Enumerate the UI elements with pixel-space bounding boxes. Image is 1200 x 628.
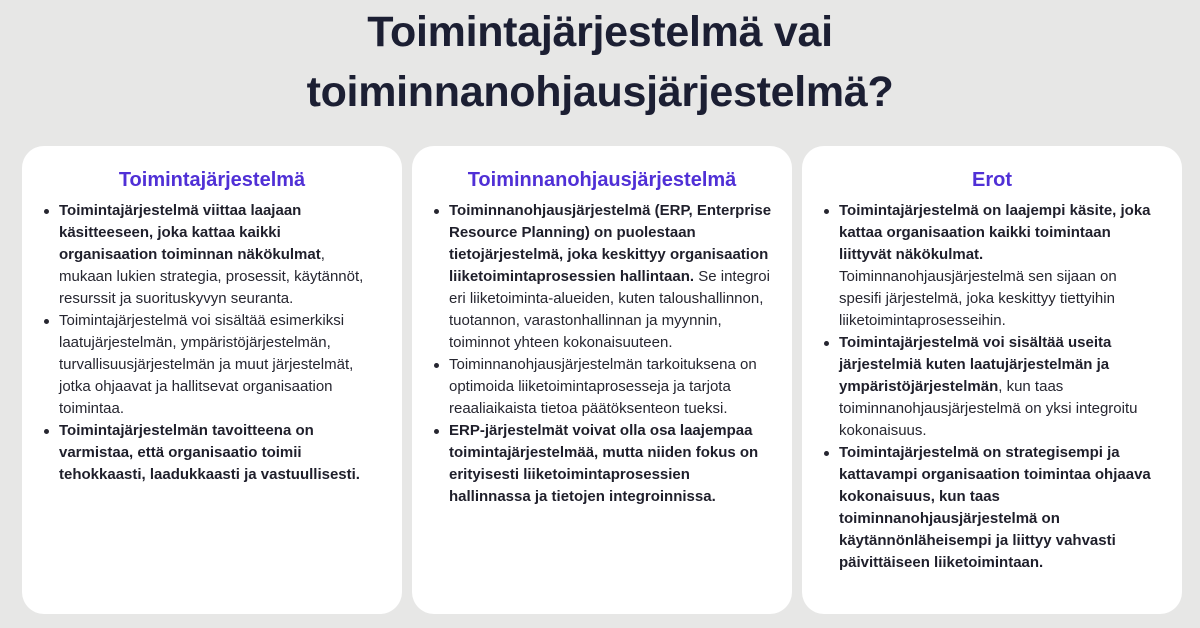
bullet-text: , kun taas toiminnanohjausjärjestelmä on yksi integroitu kokonaisuus. — [839, 378, 1138, 439]
bullet-bold-text: ERP-järjestelmät voivat olla osa laajempaa toimintajärjestelmää, mutta niiden fokus on erityisesti liiketoimintaprosessien hallinnassa ja tietojen integroinnissa. — [449, 422, 759, 505]
list-item — [42, 310, 382, 420]
bullet-text: Se integroi eri liiketoiminta-alueiden, kuten taloushallinnon, tuotannon, varastonhallinnan ja myynnin, toiminnot yhteen kokonaisuuteen. — [449, 268, 770, 351]
bullet-bold-text: Toimintajärjestelmä on strategisempi ja kattavampi organisaation toimintaa ohjaava kokonaisuus, kun taas toiminnanohjausjärjestelmä on käytännönläheisempi ja liittyy vahvasti päivittäiseen liiketoimintaan. — [839, 444, 1151, 571]
bullet-list — [432, 200, 772, 508]
card-toiminnanohjausjarjestelma — [412, 146, 792, 614]
bullet-list — [822, 200, 1162, 574]
list-item — [822, 442, 1162, 574]
list-item — [432, 354, 772, 420]
bullet-text: Toiminnanohjausjärjestelmän tarkoituksena on optimoida liiketoimintaprosesseja ja tarjota reaaliaikaista tietoa päätöksenteon tueksi. — [449, 356, 757, 417]
bullet-text: , mukaan lukien strategia, prosessit, käytännöt, resurssit ja suorituskyvyn seuranta. — [59, 246, 364, 307]
bullet-bold-text: Toiminnanohjausjärjestelmä (ERP, Enterprise Resource Planning) on puolestaan tietojärjestelmä, joka keskittyy organisaation liiketoimintaprosessien hallintaan. — [449, 202, 772, 285]
bullet-list — [42, 200, 382, 486]
card-heading: Toiminnanohjausjärjestelmä — [467, 169, 737, 191]
card-heading: Erot — [972, 169, 1012, 191]
bullet-text: Toiminnanohjausjärjestelmä sen sijaan on spesifi järjestelmä, joka keskittyy tiettyihin liiketoimintaprosesseihin. — [839, 268, 1117, 329]
bullet-bold-text: Toimintajärjestelmän tavoitteena on varmistaa, että organisaatio toimii tehokkaasti, laadukkaasti ja vastuullisesti. — [59, 422, 360, 483]
page-title-line-2: toiminnanohjausjärjestelmä? — [306, 68, 894, 116]
list-item — [42, 200, 382, 310]
page-title — [0, 2, 1200, 122]
list-item — [822, 200, 1162, 332]
bullet-bold-text: Toimintajärjestelmä voi sisältää useita järjestelmiä kuten laatujärjestelmän ja ympäristöjärjestelmän — [839, 334, 1112, 395]
bullet-text: Toimintajärjestelmä voi sisältää esimerkiksi laatujärjestelmän, ympäristöjärjestelmän, turvallisuusjärjestelmän ja muut järjestelmät, jotka ohjaavat ja hallitsevat organisaation toimintaa. — [59, 312, 354, 417]
list-item — [432, 200, 772, 354]
card-toimintajarjestelma — [22, 146, 402, 614]
bullet-bold-text: Toimintajärjestelmä on laajempi käsite, joka kattaa organisaation kaikki toimintaan liittyvät näkökulmat. — [839, 202, 1151, 263]
bullet-bold-text: Toimintajärjestelmä viittaa laajaan käsitteeseen, joka kattaa kaikki organisaation toiminnan näkökulmat — [59, 202, 321, 263]
list-item — [42, 420, 382, 486]
list-item — [822, 332, 1162, 442]
list-item — [432, 420, 772, 508]
card-heading: Toimintajärjestelmä — [118, 169, 306, 191]
card-erot — [802, 146, 1182, 614]
page-title-line-1: Toimintajärjestelmä vai — [367, 8, 833, 56]
